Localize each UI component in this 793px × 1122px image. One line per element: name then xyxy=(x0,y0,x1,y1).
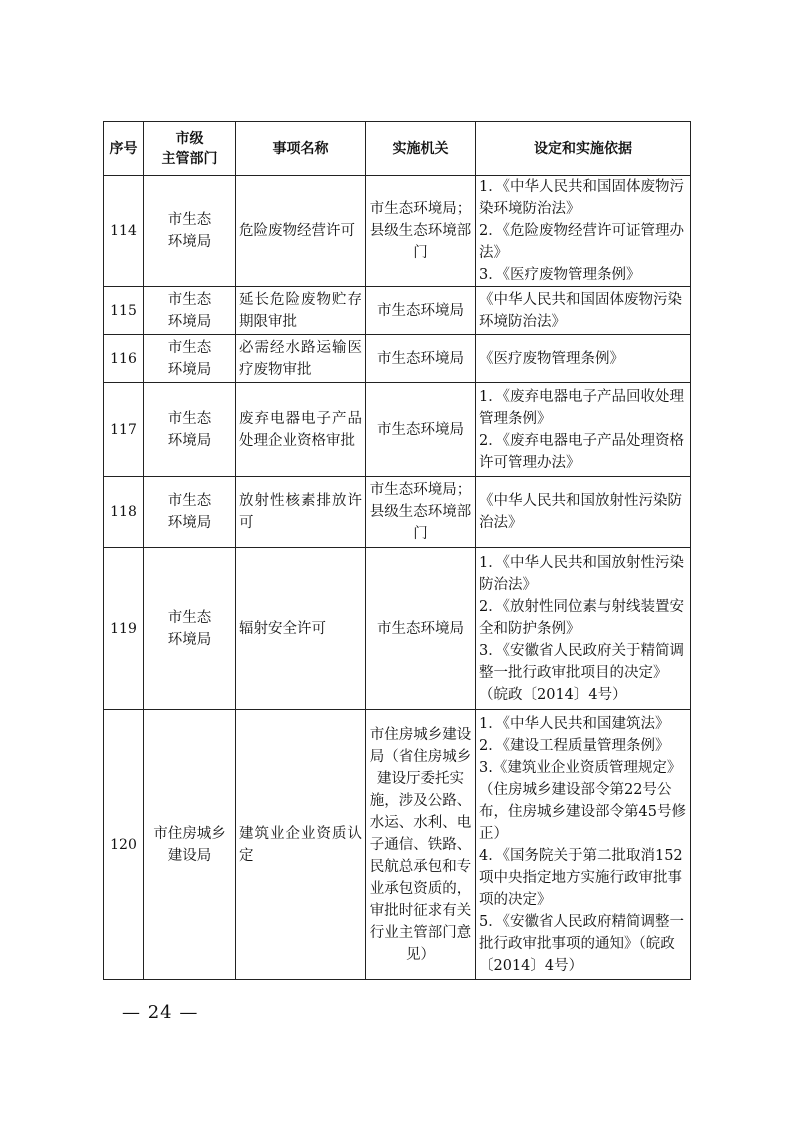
basis-line: 1．《中华人民共和国固体废物污染环境防治法》 xyxy=(479,179,684,217)
row-basis xyxy=(476,335,691,383)
row-seq: 118 xyxy=(104,477,144,548)
row-basis xyxy=(476,176,691,287)
row-dept: 市生态 环境局 xyxy=(144,477,236,548)
header-basis: 设定和实施依据 xyxy=(476,122,691,176)
row-item: 废弃电器电子产品处理企业资格审批 xyxy=(236,383,366,477)
basis-line: 2．《放射性同位素与射线装置安全和防护条例》 xyxy=(479,598,684,637)
table-row xyxy=(104,548,691,710)
row-dept: 市生态 环境局 xyxy=(144,383,236,477)
basis-line: 2．《废弃电器电子产品处理资格许可管理办法》 xyxy=(479,432,684,471)
table-row xyxy=(104,176,691,287)
table-header-row xyxy=(104,122,691,176)
basis-line: 3．《安徽省人民政府关于精简调整一批行政审批项目的决定》（皖政〔2014〕4号） xyxy=(479,642,684,703)
row-agency: 市生态环境局；县级生态环境部门 xyxy=(366,477,476,548)
table-row xyxy=(104,477,691,548)
row-seq: 114 xyxy=(104,176,144,287)
basis-line: 1．《废弃电器电子产品回收处理管理条例》 xyxy=(479,388,684,427)
row-agency: 市生态环境局 xyxy=(366,287,476,335)
header-dept: 市级 主管部门 xyxy=(144,122,236,176)
row-seq: 120 xyxy=(104,710,144,980)
approval-items-table xyxy=(103,121,691,980)
row-dept: 市生态 环境局 xyxy=(144,176,236,287)
row-seq: 116 xyxy=(104,335,144,383)
basis-line: 《中华人民共和国放射性污染防治法》 xyxy=(479,493,682,531)
basis-line: 1．《中华人民共和国放射性污染防治法》 xyxy=(479,554,684,593)
header-item: 事项名称 xyxy=(236,122,366,176)
table-row xyxy=(104,710,691,980)
row-agency: 市生态环境局 xyxy=(366,383,476,477)
basis-line: 3.《建筑业企业资质管理规定》（住房城乡建设部令第22号公布，住房城乡建设部令第45号修正） xyxy=(479,759,686,842)
row-dept: 市生态 环境局 xyxy=(144,548,236,710)
row-seq: 117 xyxy=(104,383,144,477)
row-basis xyxy=(476,287,691,335)
row-item: 辐射安全许可 xyxy=(236,548,366,710)
row-basis xyxy=(476,710,691,980)
row-basis xyxy=(476,477,691,548)
row-agency: 市生态环境局 xyxy=(366,548,476,710)
basis-line: 2．《建设工程质量管理条例》 xyxy=(479,737,670,754)
basis-line: 5．《安徽省人民政府精简调整一批行政审批事项的通知》（皖政〔2014〕4号） xyxy=(479,913,684,974)
row-seq: 115 xyxy=(104,287,144,335)
table-row xyxy=(104,383,691,477)
basis-line: 1．《中华人民共和国建筑法》 xyxy=(479,715,670,732)
basis-line: 2．《危险废物经营许可证管理办法》 xyxy=(479,223,684,261)
header-agency: 实施机关 xyxy=(366,122,476,176)
basis-line: 4．《国务院关于第二批取消152项中央指定地方实施行政审批事项的决定》 xyxy=(479,847,683,908)
table-row xyxy=(104,335,691,383)
basis-line: 《中华人民共和国固体废物污染环境防治法》 xyxy=(479,291,682,330)
row-item: 放射性核素排放许可 xyxy=(236,477,366,548)
page-number: — 24 — xyxy=(122,1002,199,1023)
row-item: 延长危险废物贮存期限审批 xyxy=(236,287,366,335)
basis-line: 3．《医疗废物管理条例》 xyxy=(479,267,641,283)
table-row xyxy=(104,287,691,335)
row-dept: 市生态 环境局 xyxy=(144,287,236,335)
row-item: 建筑业企业资质认定 xyxy=(236,710,366,980)
row-dept: 市住房城乡 建设局 xyxy=(144,710,236,980)
basis-line: 《医疗废物管理条例》 xyxy=(479,350,624,367)
row-basis xyxy=(476,548,691,710)
row-agency: 市生态环境局；县级生态环境部门 xyxy=(366,176,476,287)
row-agency: 市住房城乡建设局（省住房城乡建设厅委托实施，涉及公路、水运、水利、电子通信、铁路、民航总承包和专业承包资质的，审批时征求有关行业主管部门意见） xyxy=(366,710,476,980)
row-agency: 市生态环境局 xyxy=(366,335,476,383)
row-dept: 市生态 环境局 xyxy=(144,335,236,383)
row-item: 危险废物经营许可 xyxy=(236,176,366,287)
row-item: 必需经水路运输医疗废物审批 xyxy=(236,335,366,383)
header-seq: 序号 xyxy=(104,122,144,176)
row-seq: 119 xyxy=(104,548,144,710)
row-basis xyxy=(476,383,691,477)
